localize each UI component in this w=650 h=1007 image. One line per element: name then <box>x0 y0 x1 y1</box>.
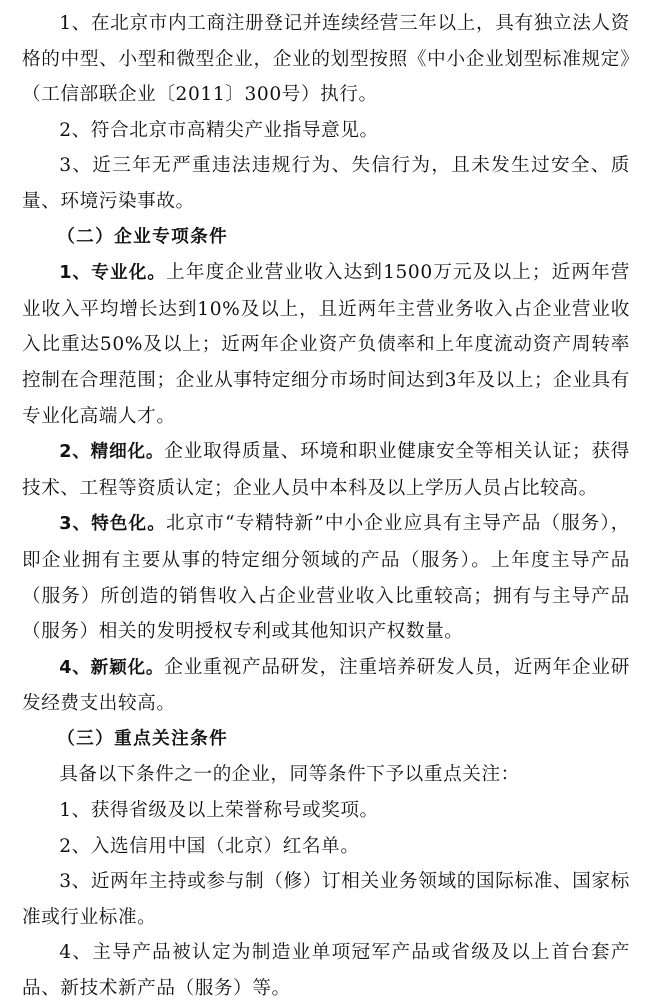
key-attention-item: 1、获得省级及以上荣誉称号或奖项。 <box>59 800 379 822</box>
specialization-paragraph <box>22 255 630 434</box>
novelty-lead: 4、新颖化。 <box>59 657 165 678</box>
specialization-text: 上年度企业营业收入达到1500万元及以上；近两年营业收入平均增长达到10%及以上，且近两年主营业务收入占企业营业收入比重达50%及以上；近两年企业资产负债率和上年度流动资产周转率控制在合理范围；企业从事特定细分市场时间达到3年及以上；企业具有专业化高端人才。 <box>22 262 630 427</box>
key-attention-intro: 具备以下条件之一的企业，同等条件下予以重点关注： <box>59 764 520 786</box>
condition-paragraph-2: 2、符合北京市高精尖产业指导意见。 <box>59 119 379 141</box>
refinement-paragraph <box>22 434 630 506</box>
condition-paragraph-1: 1、在北京市内工商注册登记并连续经营三年以上，具有独立法人资格的中型、小型和微型企业，企业的划型按照《中小企业划型标准规定》（工信部联企业〔2011〕300号）执行。 <box>22 13 630 106</box>
key-attention-item: 3、近两年主持或参与制（修）订相关业务领域的国际标准、国家标准或行业标准。 <box>22 871 630 928</box>
key-attention-item: 2、入选信用中国（北京）红名单。 <box>59 835 360 857</box>
specialization-lead: 1、专业化。 <box>59 263 167 284</box>
distinctiveness-lead: 3、特色化。 <box>59 514 166 535</box>
section-heading-key-attention: （三）重点关注条件 <box>57 728 229 749</box>
refinement-lead: 2、精细化。 <box>59 442 165 463</box>
key-attention-item: 4、主导产品被认定为制造业单项冠军产品或省级及以上首台套产品、新技术新产品（服务）等。 <box>22 942 630 1000</box>
section-heading-special-conditions: （二）企业专项条件 <box>57 226 229 247</box>
condition-paragraph-3: 3、近三年无严重违法违规行为、失信行为，且未发生过安全、质量、环境污染事故。 <box>22 155 630 212</box>
refinement-text: 企业取得质量、环境和职业健康安全等相关认证；获得技术、工程等资质认定；企业人员中本科及以上学历人员占比较高。 <box>22 441 630 499</box>
distinctiveness-text: 北京市“专精特新”中小企业应具有主导产品（服务），即企业拥有主要从事的特定细分领域的产品（服务）。上年度主导产品（服务）所创造的销售收入占企业营业收入比重较高；拥有与主导产品（服务）相关的发明授权专利或其他知识产权数量。 <box>22 513 631 643</box>
novelty-paragraph <box>22 650 630 722</box>
distinctiveness-paragraph <box>22 506 630 649</box>
novelty-text: 企业重视产品研发，注重培养研发人员，近两年企业研发经费支出较高。 <box>22 656 630 715</box>
document-page <box>22 6 630 1007</box>
